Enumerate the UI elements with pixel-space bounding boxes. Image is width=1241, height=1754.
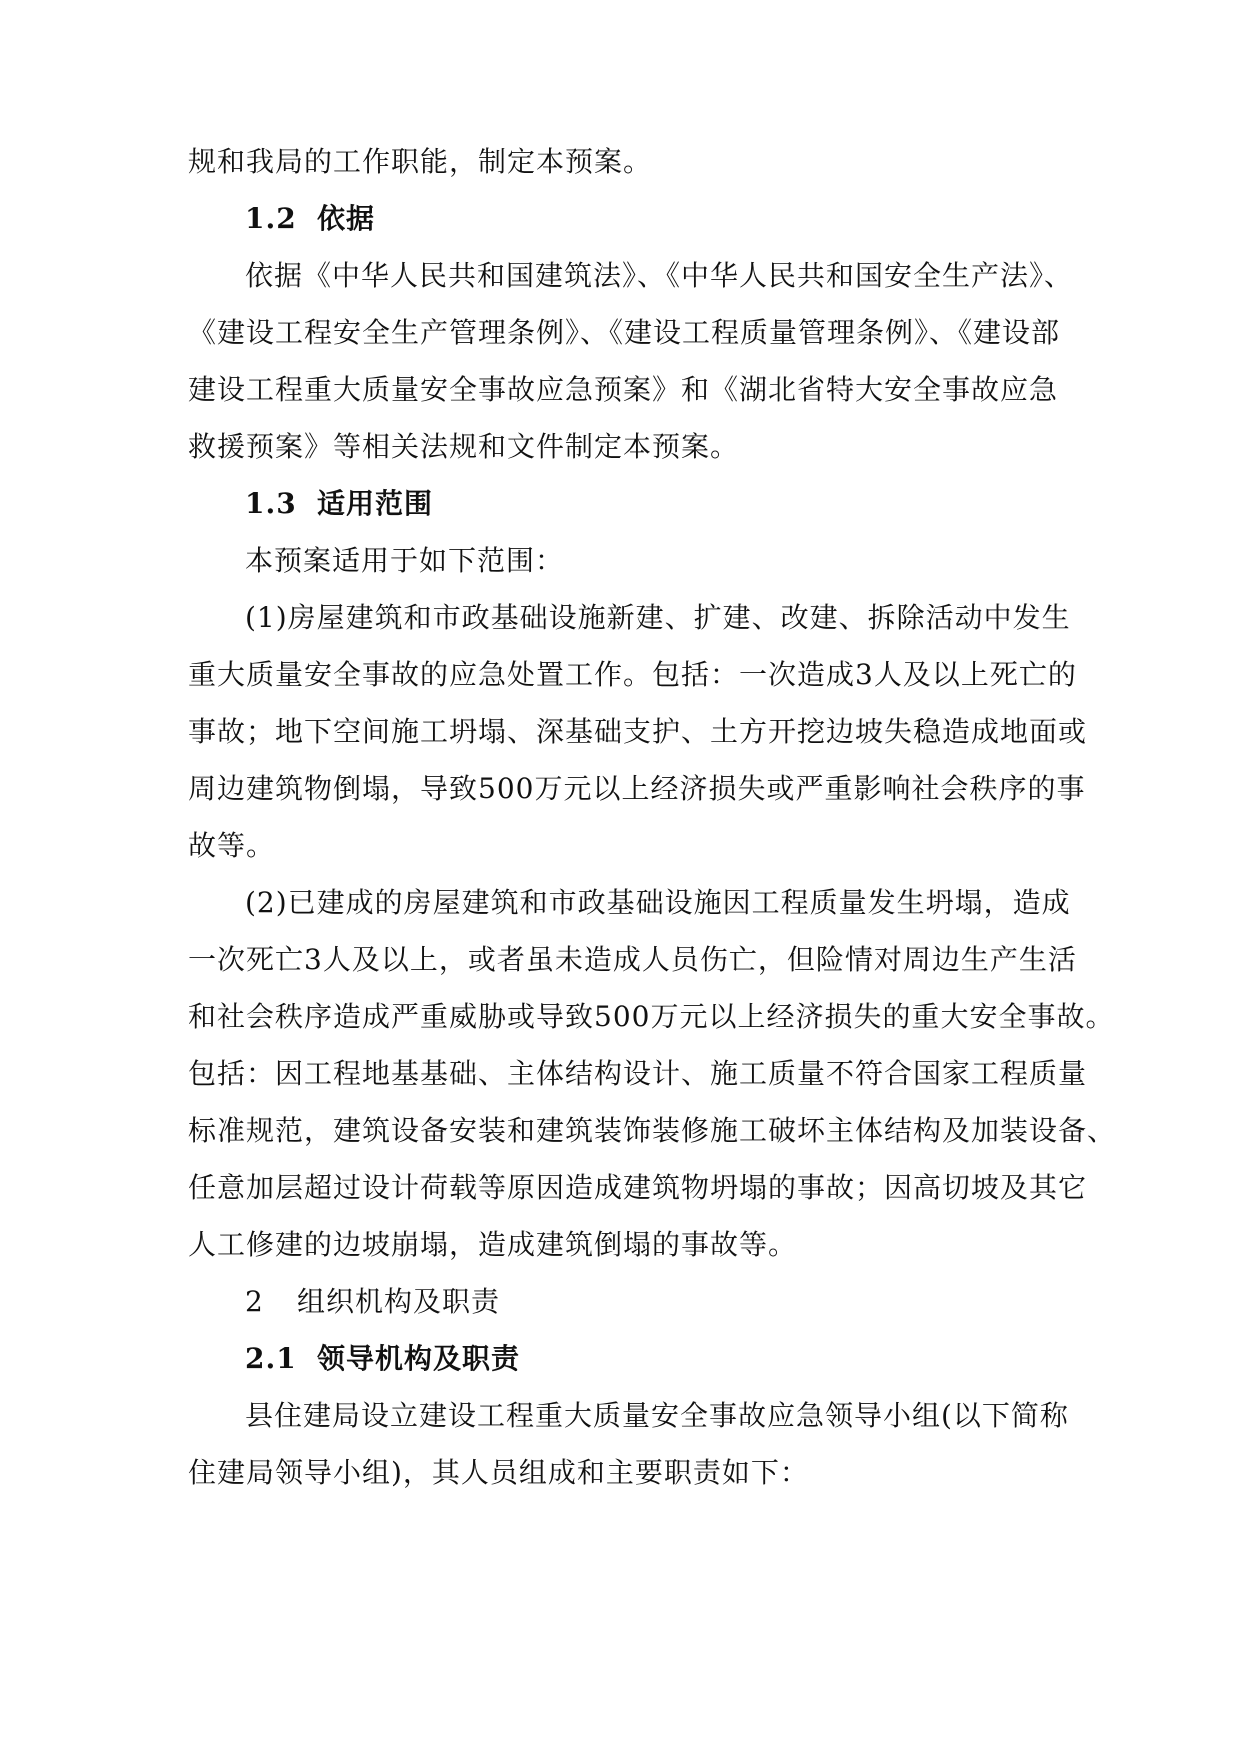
section-number: 1.2 — [245, 202, 297, 235]
paragraph-line: 救援预案》等相关法规和文件制定本预案。 — [188, 430, 740, 463]
paragraph-line: (1)房屋建筑和市政基础设施新建、扩建、改建、拆除活动中发生 — [245, 601, 1071, 634]
paragraph-line: 故等。 — [188, 829, 276, 862]
section-heading-2-1 — [245, 1339, 520, 1379]
paragraph-line: 人工修建的边坡崩塌，造成建筑倒塌的事故等。 — [188, 1228, 798, 1261]
section-title: 领导机构及职责 — [317, 1342, 521, 1375]
paragraph-line: 包括：因工程地基基础、主体结构设计、施工质量不符合国家工程质量 — [188, 1057, 1088, 1090]
paragraph-line: 住建局领导小组)，其人员组成和主要职责如下： — [188, 1456, 809, 1489]
section-heading-1-3 — [245, 484, 433, 524]
paragraph-line: 周边建筑物倒塌，导致500万元以上经济损失或严重影响社会秩序的事 — [188, 772, 1086, 805]
paragraph-line: 一次死亡3人及以上，或者虽未造成人员伤亡，但险情对周边生产生活 — [188, 943, 1077, 976]
section-number: 2 — [245, 1285, 264, 1318]
paragraph-line: 事故；地下空间施工坍塌、深基础支护、土方开挖边坡失稳造成地面或 — [188, 715, 1088, 748]
section-title: 适用范围 — [317, 487, 434, 520]
section-number: 1.3 — [245, 487, 297, 520]
paragraph-line: 重大质量安全事故的应急处置工作。包括：一次造成3人及以上死亡的 — [188, 658, 1077, 691]
section-heading-1-2 — [245, 199, 375, 239]
paragraph-line: 《建设工程安全生产管理条例》、《建设工程质量管理条例》、《建设部 — [188, 316, 1061, 349]
paragraph-line: 规和我局的工作职能，制定本预案。 — [188, 145, 653, 178]
paragraph-line: 和社会秩序造成严重威胁或导致500万元以上经济损失的重大安全事故。 — [188, 1000, 1115, 1033]
paragraph-line: 县住建局设立建设工程重大质量安全事故应急领导小组(以下简称 — [245, 1399, 1069, 1432]
paragraph-line: (2)已建成的房屋建筑和市政基础设施因工程质量发生坍塌，造成 — [245, 886, 1071, 919]
paragraph-line: 任意加层超过设计荷载等原因造成建筑物坍塌的事故；因高切坡及其它 — [188, 1171, 1088, 1204]
paragraph-line: 建设工程重大质量安全事故应急预案》和《湖北省特大安全事故应急 — [188, 373, 1059, 406]
paragraph-line: 本预案适用于如下范围： — [245, 544, 565, 577]
section-title: 组织机构及职责 — [297, 1285, 501, 1318]
section-number: 2.1 — [245, 1342, 297, 1375]
section-title: 依据 — [317, 202, 376, 235]
paragraph-line: 标准规范，建筑设备安装和建筑装饰装修施工破坏主体结构及加装设备、 — [188, 1114, 1117, 1147]
section-heading-2 — [245, 1282, 500, 1322]
paragraph-line: 依据《中华人民共和国建筑法》、《中华人民共和国安全生产法》、 — [245, 259, 1074, 292]
